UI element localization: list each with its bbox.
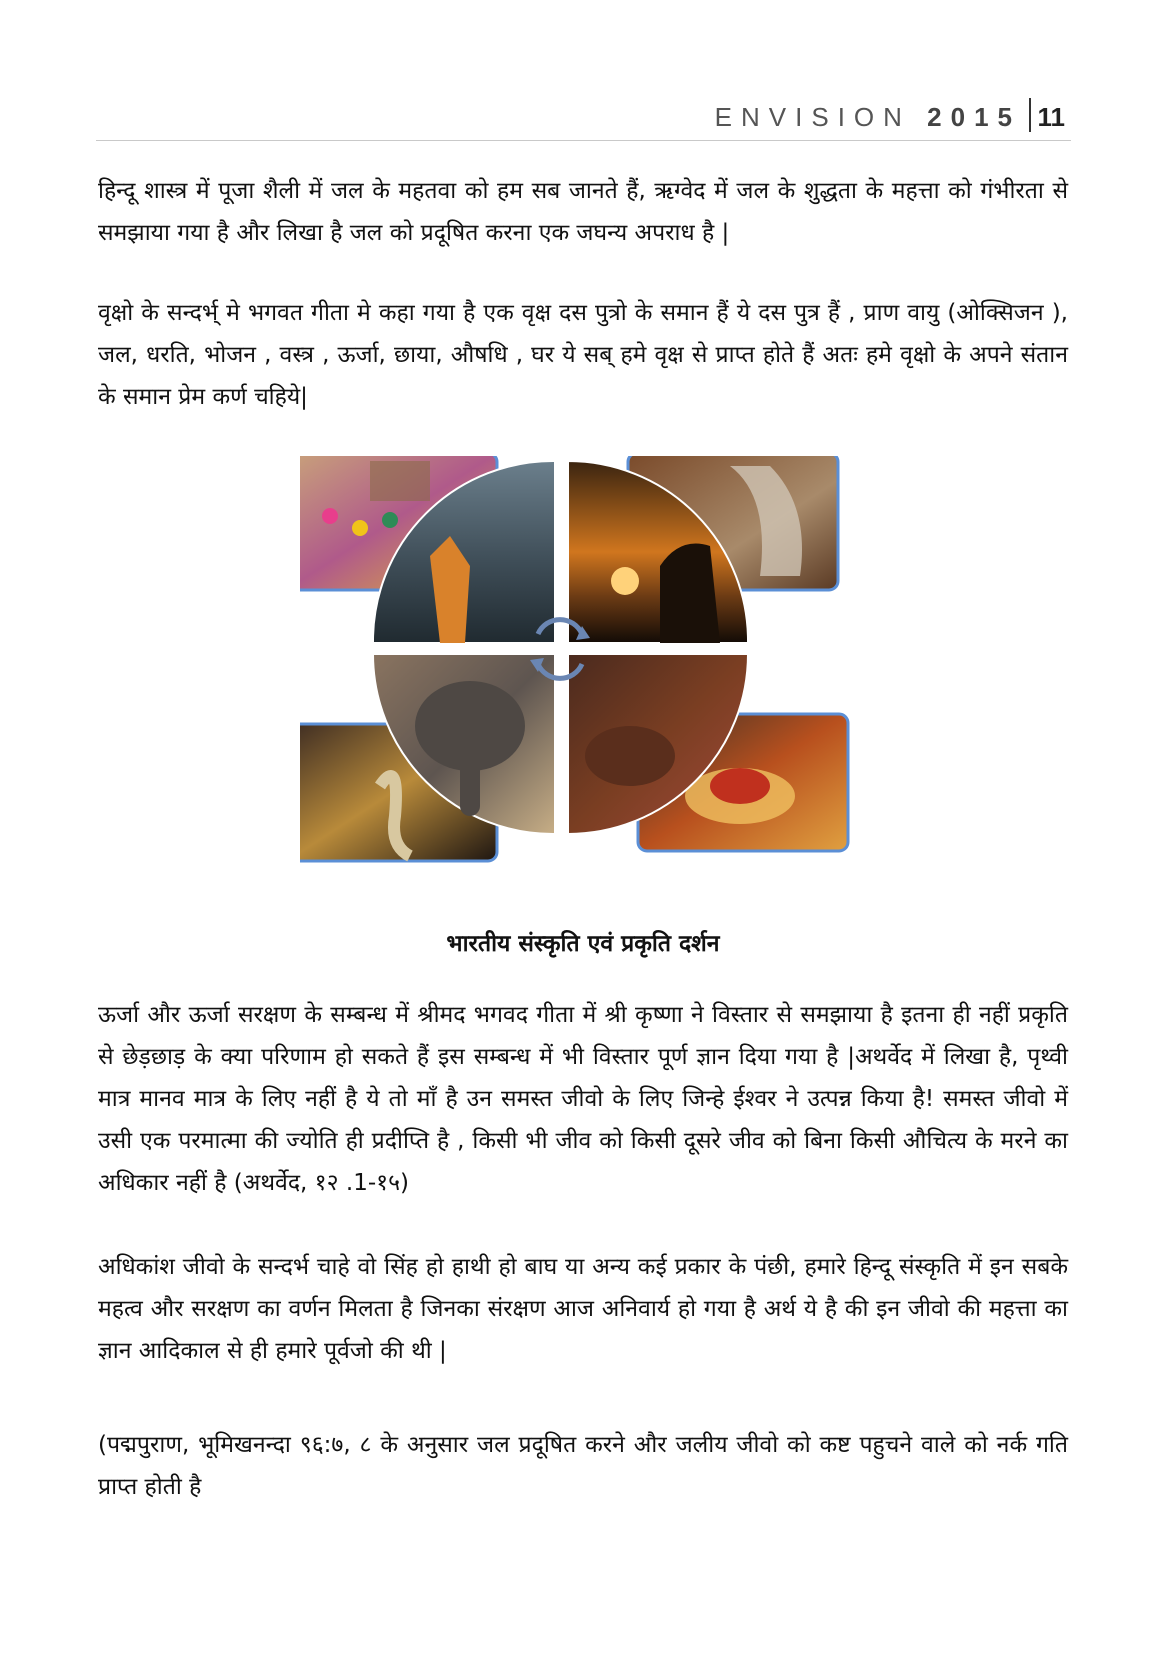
paragraph-2: वृक्षो के सन्दर्भ् मे भगवत गीता मे कहा गया है एक वृक्ष दस पुत्रो के समान हैं ये दस पुत्र हैं , प्राण वायु (ओक्सिजन ), जल, धरति, भोजन , वस्त्र , ऊर्जा, छाया, औषधि , घर ये सब् हमे वृक्ष से प्राप्त होते हैं अतः हमे वृक्षो के अपने संतान के समान प्रेम कर्ण चहिये| — [98, 300, 1068, 410]
paragraph-5: (पद्मपुराण, भूमिखनन्दा ९६:७, ८ के अनुसार जल प्रदूषित करने और जलीय जीवो को कष्ट पहुचने वाले को नर्क गति प्राप्त होती है — [98, 1432, 1068, 1500]
page-number: 11 — [1037, 102, 1065, 132]
culture-collage-figure — [300, 456, 900, 916]
header-separator — [1029, 98, 1031, 132]
cycle-arrows-icon — [530, 620, 590, 679]
header-year: 2015 — [927, 102, 1021, 132]
page-header — [96, 96, 1071, 141]
paragraph-1: हिन्दू शास्त्र में पूजा शैली में जल के महतवा को हम सब जानते हैं, ऋग्वेद में जल के शुद्धता के महत्ता को गंभीरता से समझाया गया है और लिखा है जल को प्रदूषित करना एक जघन्य अपराध है | — [98, 178, 1068, 246]
header-title: ENVISION — [714, 102, 911, 132]
figure-caption: भारतीय संस्कृति एवं प्रकृति दर्शन — [446, 931, 720, 957]
header-title-block — [715, 102, 1021, 133]
collage-svg — [300, 456, 900, 916]
paragraph-4: अधिकांश जीवो के सन्दर्भ चाहे वो सिंह हो हाथी हो बाघ या अन्य कई प्रकार के पंछी, हमारे हिन्दू संस्कृति में इन सबके महत्व और सरक्षण का वर्णन मिलता है जिनका संरक्षण आज अनिवार्य हो गया है अर्थ ये है की इन जीवो की महत्ता का ज्ञान आदिकाल से ही हमारे पूर्वजो की थी | — [98, 1254, 1068, 1364]
paragraph-3: ऊर्जा और ऊर्जा सरक्षण के सम्बन्ध में श्रीमद भगवद गीता में श्री कृष्णा ने विस्तार से समझाया है इतना ही नहीं प्रकृति से छेड़छाड़ के क्या परिणाम हो सकते हैं इस सम्बन्ध में भी विस्तार पूर्ण ज्ञान दिया गया है |अथर्वेद में लिखा है, पृथ्वी मात्र मानव मात्र के लिए नहीं है ये तो माँ है उन समस्त जीवो के लिए जिन्हे ईश्वर ने उत्पन्न किया है! समस्त जीवो में उसी एक परमात्मा की ज्योति ही प्रदीप्ति है , किसी भी जीव को किसी दूसरे जीव को बिना किसी औचित्य के मरने का अधिकार नहीं है (अथर्वेद, १२ .1-१५) — [98, 1002, 1068, 1196]
